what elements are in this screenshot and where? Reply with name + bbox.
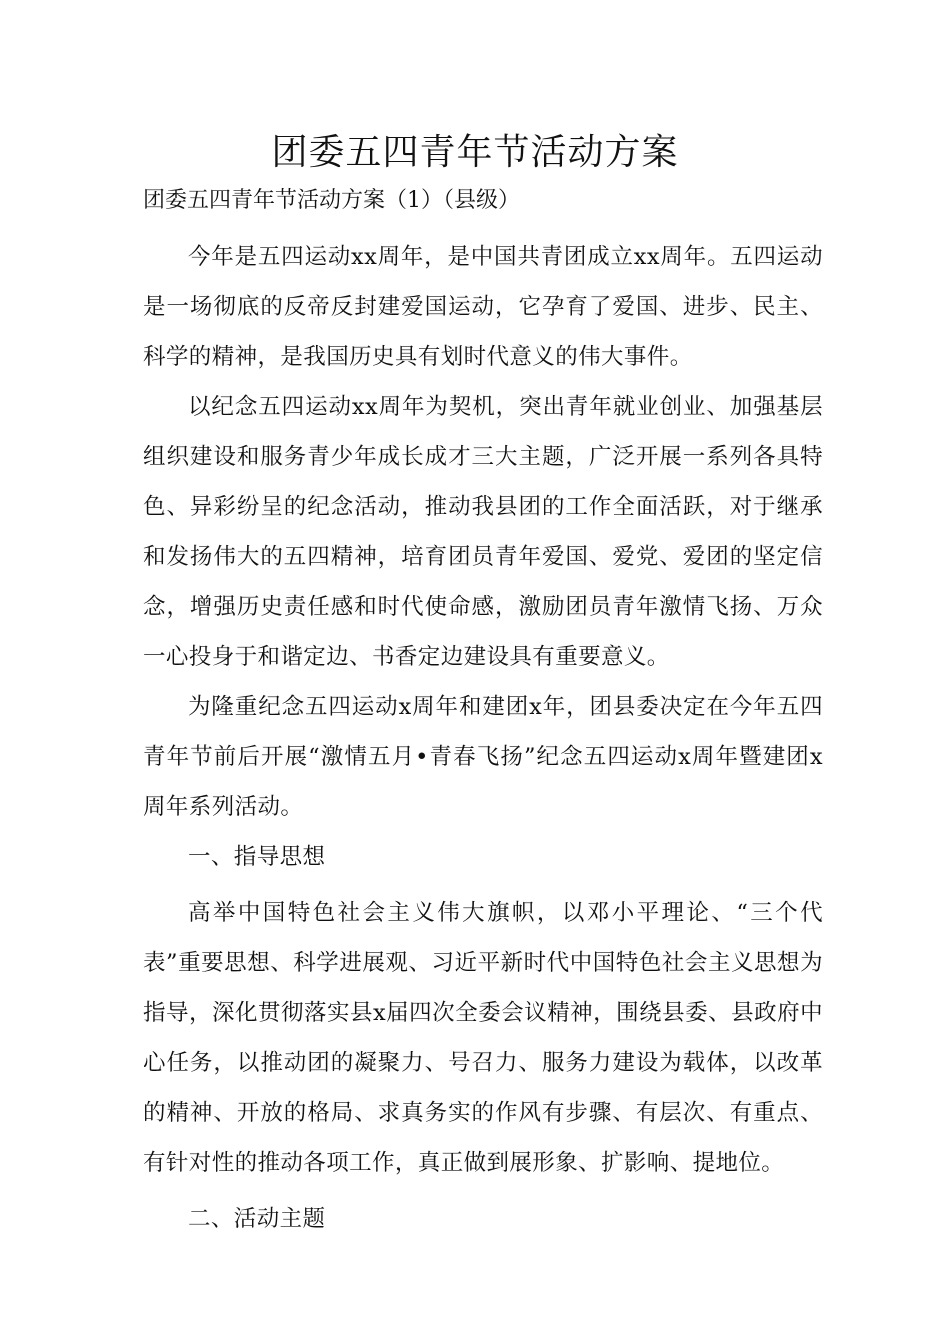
- paragraph-significance: 以纪念五四运动xx周年为契机，突出青年就业创业、加强基层组织建设和服务青少年成长成才三大主题，广泛开展一系列各具特色、异彩纷呈的纪念活动，推动我县团的工作全面活跃，对于继承和发扬伟大的五四精神，培育团员青年爱国、爱党、爱团的坚定信念，增强历史责任感和时代使命感，激励团员青年激情飞扬、万众一心投身于和谐定边、书香定边建设具有重要意义。: [143, 394, 823, 670]
- paragraph-decision: 为隆重纪念五四运动x周年和建团x年，团县委决定在今年五四青年节前后开展“激情五月•青春飞扬”纪念五四运动x周年暨建团x周年系列活动。: [143, 694, 823, 820]
- section-heading-guiding-thought: 一、指导思想: [188, 844, 326, 870]
- document-subtitle: 团委五四青年节活动方案（1）（县级）: [143, 188, 520, 213]
- paragraph-guiding-thought: 高举中国特色社会主义伟大旗帜，以邓小平理论、“三个代表”重要思想、科学进展观、习近平新时代中国特色社会主义思想为指导，深化贯彻落实县x届四次全委会议精神，围绕县委、县政府中心任务，以推动团的凝聚力、号召力、服务力建设为载体，以改革的精神、开放的格局、求真务实的作风有步骤、有层次、有重点、有针对性的推动各项工作，真正做到展形象、扩影响、提地位。: [143, 900, 823, 1176]
- document-title: 团委五四青年节活动方案: [271, 132, 679, 173]
- paragraph-intro: 今年是五四运动xx周年，是中国共青团成立xx周年。五四运动是一场彻底的反帝反封建爱国运动，它孕育了爱国、进步、民主、科学的精神，是我国历史具有划时代意义的伟大事件。: [143, 244, 823, 370]
- document-body: [143, 232, 823, 1244]
- section-heading-activity-theme: 二、活动主题: [188, 1206, 326, 1232]
